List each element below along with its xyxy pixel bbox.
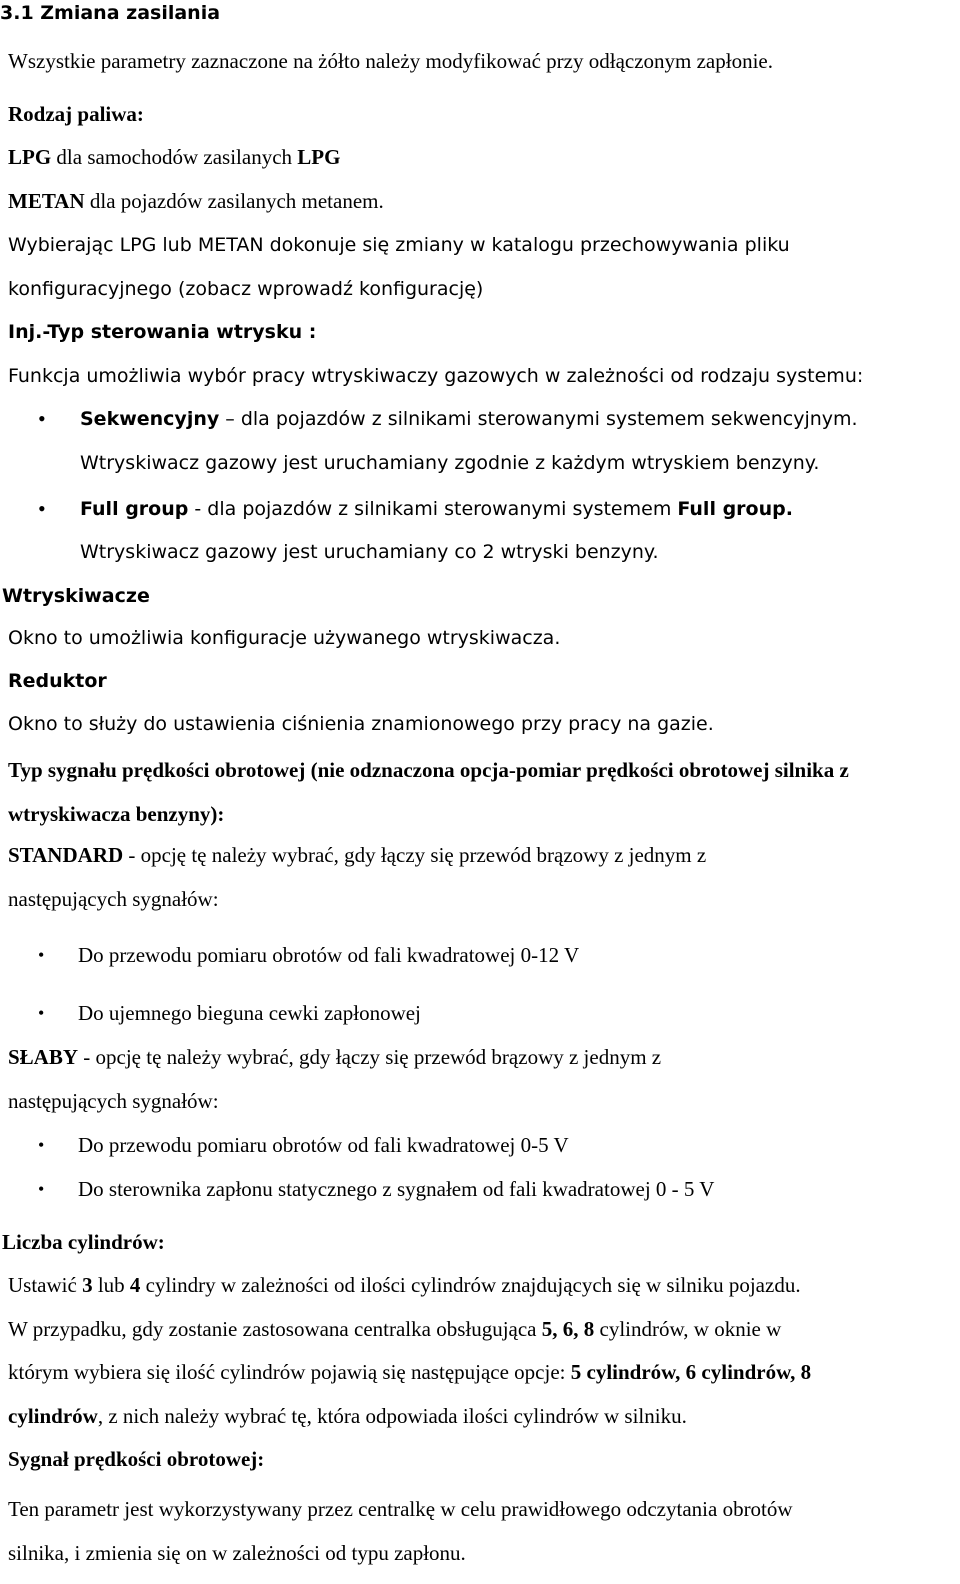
reducer-text: Okno to służy do ustawienia ciśnienia znamionowego przy pracy na gazie. <box>8 713 714 735</box>
cyl-values: 5, 6, 8 <box>541 1317 595 1341</box>
sequential-text: – dla pojazdów z silnikami sterowanymi systemem sekwencyjnym. <box>219 408 858 430</box>
weak-item-1: Do przewodu pomiaru obrotów od fali kwadratowej 0-5 V <box>78 1133 569 1157</box>
bullet-icon: • <box>38 1135 45 1155</box>
injectors-text: Okno to umożliwia konfiguracje używanego wtryskiwacza. <box>8 627 561 649</box>
cyl-text: cylindrów, w oknie w <box>594 1317 782 1341</box>
weak-line-2: następujących sygnałów: <box>8 1089 219 1113</box>
inj-description: Funkcja umożliwia wybór pracy wtryskiwaczy gazowych w zależności od rodzaju systemu: <box>8 365 864 387</box>
fullgroup-label: Full group <box>80 498 189 520</box>
cyl-text: Ustawić <box>8 1273 83 1297</box>
cylinders-line-2 <box>8 1316 781 1342</box>
inj-bullet-sequential-line-2: Wtryskiwacz gazowy jest uruchamiany zgodnie z każdym wtryskiem benzyny. <box>80 452 820 474</box>
weak-label: SŁABY <box>8 1045 79 1069</box>
cyl-text: którym wybiera się ilość cylindrów pojawią się następujące opcje: <box>8 1360 571 1384</box>
reducer-title: Reduktor <box>8 670 107 692</box>
cyl-text: cylindry w zależności od ilości cylindrów znajdujących się w silniku pojazdu. <box>140 1273 801 1297</box>
standard-line <box>8 842 706 868</box>
standard-text: - opcję tę należy wybrać, gdy łączy się przewód brązowy z jednym z <box>123 843 707 867</box>
bullet-icon: • <box>38 1179 45 1199</box>
fuel-note-line-1: Wybierając LPG lub METAN dokonuje się zmiany w katalogu przechowywania pliku <box>8 234 790 256</box>
cyl-options: 5 cylindrów, 6 cylindrów, 8 <box>570 1360 812 1384</box>
fuel-type-title: Rodzaj paliwa: <box>8 102 144 126</box>
cyl-value-3: 3 <box>82 1273 93 1297</box>
rpm-type-title-line-1: Typ sygnału prędkości obrotowej (nie odznaczona opcja-pomiar prędkości obrotowej silnika z <box>8 758 849 782</box>
cyl-text: lub <box>92 1273 130 1297</box>
injectors-title: Wtryskiwacze <box>2 585 150 607</box>
fuel-lpg-line <box>8 144 340 170</box>
fuel-note-line-2: konfiguracyjnego (zobacz wprowadź konfigurację) <box>8 278 484 300</box>
intro-text: Wszystkie parametry zaznaczone na żółto należy modyfikować przy odłączonym zapłonie. <box>8 49 773 73</box>
cyl-text: W przypadku, gdy zostanie zastosowana centralka obsługująca <box>8 1317 542 1341</box>
lpg-label: LPG <box>8 145 52 169</box>
cyl-value-4: 4 <box>129 1273 141 1297</box>
cylinders-title: Liczba cylindrów: <box>2 1230 165 1254</box>
bullet-icon: • <box>38 406 46 431</box>
standard-line-2: następujących sygnałów: <box>8 887 219 911</box>
inj-bullet-sequential <box>80 406 858 432</box>
cyl-options-end: cylindrów <box>8 1404 98 1428</box>
standard-item-2: Do ujemnego bieguna cewki zapłonowej <box>78 1001 421 1025</box>
cylinders-line-4 <box>8 1403 687 1429</box>
fuel-metan-line <box>8 188 384 214</box>
cyl-text: , z nich należy wybrać tę, która odpowiada ilości cylindrów w silniku. <box>97 1404 687 1428</box>
lpg-text: dla samochodów zasilanych <box>51 145 298 169</box>
bullet-icon: • <box>38 496 46 521</box>
bullet-icon: • <box>38 1003 45 1023</box>
weak-line <box>8 1044 661 1070</box>
rpm-signal-line-2: silnika, i zmienia się on w zależności od typu zapłonu. <box>8 1541 466 1565</box>
fullgroup-label-2: Full group. <box>677 498 793 520</box>
rpm-type-title-line-2: wtryskiwacza benzyny): <box>8 802 225 826</box>
section-heading: 3.1 Zmiana zasilania <box>0 2 221 24</box>
lpg-label-2: LPG <box>297 145 341 169</box>
rpm-signal-line-1: Ten parametr jest wykorzystywany przez centralkę w celu prawidłowego odczytania obrotów <box>8 1497 793 1521</box>
standard-label: STANDARD <box>8 843 124 867</box>
fullgroup-text: - dla pojazdów z silnikami sterowanymi systemem <box>188 498 678 520</box>
metan-label: METAN <box>8 189 85 213</box>
sequential-label: Sekwencyjny <box>80 408 220 430</box>
cylinders-line-1 <box>8 1272 801 1298</box>
bullet-icon: • <box>38 945 45 965</box>
inj-title: Inj.-Typ sterowania wtrysku : <box>8 321 317 343</box>
inj-bullet-fullgroup-line-2: Wtryskiwacz gazowy jest uruchamiany co 2 wtryski benzyny. <box>80 541 659 563</box>
rpm-signal-title: Sygnał prędkości obrotowej: <box>8 1447 265 1471</box>
inj-bullet-fullgroup <box>80 496 793 522</box>
weak-text: - opcję tę należy wybrać, gdy łączy się przewód brązowy z jednym z <box>78 1045 662 1069</box>
cylinders-line-3 <box>8 1359 811 1385</box>
standard-item-1: Do przewodu pomiaru obrotów od fali kwadratowej 0-12 V <box>78 943 580 967</box>
weak-item-2: Do sterownika zapłonu statycznego z sygnałem od fali kwadratowej 0 - 5 V <box>78 1177 715 1201</box>
metan-text: dla pojazdów zasilanych metanem. <box>84 189 384 213</box>
